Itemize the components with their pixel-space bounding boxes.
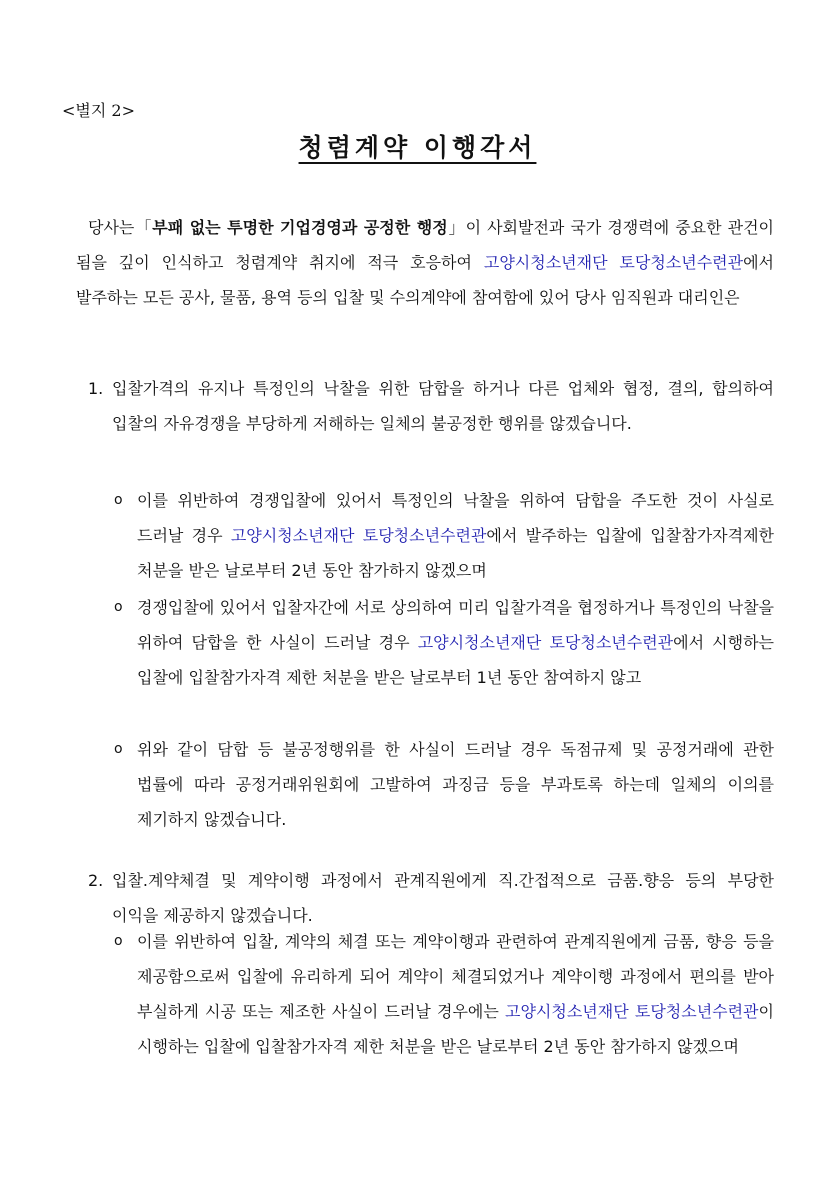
org-name: 고양시청소년재단 토당청소년수련관 [505,1002,759,1021]
bullet-text: 에서 시행하는 입찰에 입찰참가자격 제한 처분을 받은 날로부터 1년 동안 참여하지 않고 [137,633,774,687]
org-name: 고양시청소년재단 토당청소년수련관 [417,633,674,652]
bullet-text: 이를 위반하여 입찰, 계약의 체결 또는 계약이행과 관련하여 관계직원에게 금품, 향응 등을 제공함으로써 입찰에 유리하게 되어 계약이 체결되었거나 계약이행 과정에서 편의를 받아 부실하게 시공 또는 제조한 사실이 드러날 경우에는 [137,932,774,1021]
annex-label: <별지 2> [62,101,135,120]
bullet-text: 이 시행하는 입찰에 입찰참가자격 제한 처분을 받은 날로부터 2년 동안 참가하지 않겠으며 [137,1002,774,1056]
org-name: 고양시청소년재단 토당청소년수련관 [230,526,487,545]
intro-paragraph [76,210,774,315]
bullet-mark: o [114,741,123,757]
item-2-text: 입찰.계약체결 및 계약이행 과정에서 관계직원에게 직.간접적으로 금품.향응 등의 부당한 이익을 제공하지 않겠습니다. [112,871,774,925]
item-1-number: 1. [88,379,104,398]
intro-text-3: 에서 발주하는 모든 공사, 물품, 용역 등의 입찰 및 수의계약에 참여함에 있어 당사 임직원과 대리인은 [76,253,774,307]
item-1-text: 입찰가격의 유지나 특정인의 낙찰을 위한 담합을 하거나 다른 업체와 협정, 결의, 합의하여 입찰의 자유경쟁을 부당하게 저해하는 일체의 불공정한 행위를 않겠습니다. [112,379,774,433]
bullet-mark: o [114,492,123,508]
bullet-text: 에서 발주하는 입찰에 입찰참가자격제한 처분을 받은 날로부터 2년 동안 참가하지 않겠으며 [137,526,775,580]
page-title [0,128,835,164]
bullet-mark: o [114,599,123,615]
title-text: 청렴계약 이행각서 [298,133,537,162]
org-name: 고양시청소년재단 토당청소년수련관 [483,253,744,272]
intro-bold-phrase: 부패 없는 투명한 기업경영과 공정한 행정 [152,218,448,237]
bullet-text: 이를 위반하여 경쟁입찰에 있어서 특정인의 낙찰을 위하여 담합을 주도한 것이 사실로 드러날 경우 [137,491,774,545]
item-1-bullet-3 [137,732,774,837]
bullet-mark: o [114,933,123,949]
item-1-bullet-2 [137,590,774,695]
item-2-bullet-1 [137,924,774,1064]
intro-text-2: 」이 사회발전과 국가 경쟁력에 중요한 관건이 됨을 깊이 인식하고 청렴계약 취지에 적극 호응하여 [76,218,774,272]
bullet-text: 경쟁입찰에 있어서 입찰자간에 서로 상의하여 미리 입찰가격을 협정하거나 특정인의 낙찰을 위하여 담합을 한 사실이 드러날 경우 [137,598,774,652]
intro-text-1: 당사는「 [88,218,153,237]
item-2-number: 2. [88,871,104,890]
bullet-text: 위와 같이 담합 등 불공정행위를 한 사실이 드러날 경우 독점규제 및 공정거래에 관한 법률에 따라 공정거래위원회에 고발하여 과징금 등을 부과토록 하는데 일체의 이의를 제기하지 않겠습니다. [137,740,774,829]
item-1-bullet-1 [137,483,774,588]
